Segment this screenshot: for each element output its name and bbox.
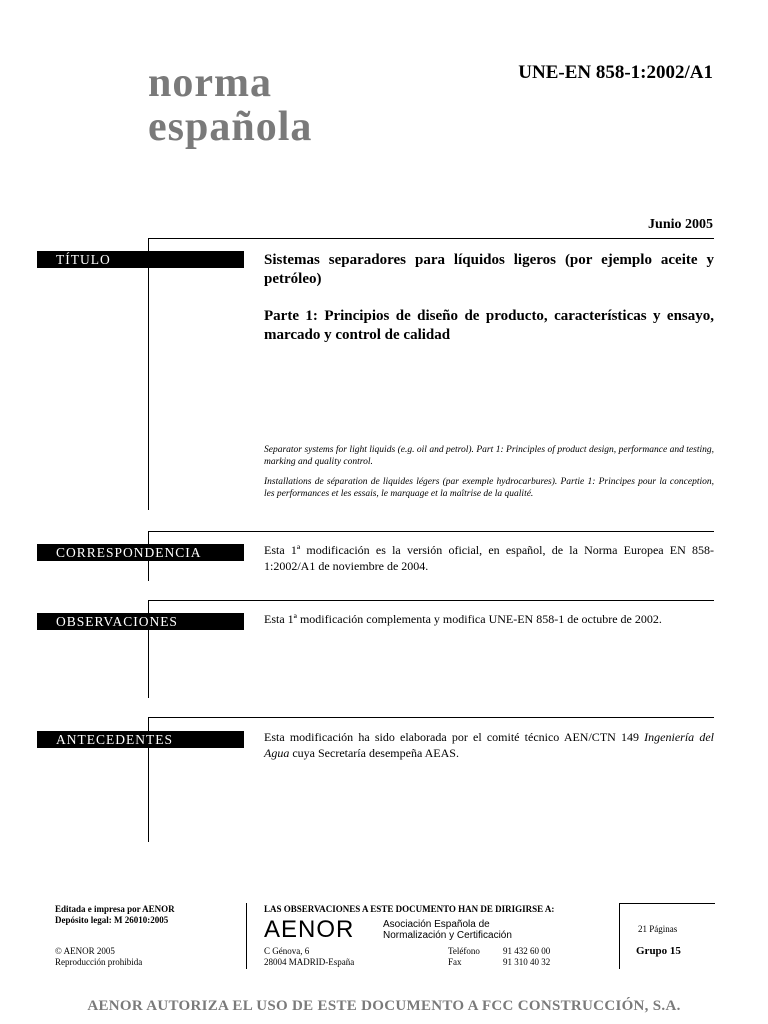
authorization-notice: AENOR AUTORIZA EL USO DE ESTE DOCUMENTO A FCC CONSTRUCCIÓN, S.A. [87,998,681,1014]
reproduction-notice: Reproducción prohibida [55,957,143,967]
antecedentes-text-before: Esta modificación ha sido elaborada por el comité técnico AEN/CTN 149 [264,730,645,744]
antecedentes-text-after: cuya Secretaría desempeña AEAS. [289,746,459,760]
footer-pages-rule [619,903,715,904]
correspondencia-text: Esta 1ª modificación es la versión oficial, en español, de la Norma Europea EN 858-1:2002/A1 de noviembre de 2004. [264,543,714,573]
footer-divider-right [619,903,620,969]
brand-norma: norma [148,60,272,106]
address-street: C Génova, 6 [264,946,310,956]
section-label-correspondencia: CORRESPONDENCIA [37,544,244,561]
aenor-logo: AENOR [264,916,355,943]
org-name-line2: Normalización y Certificación [383,930,512,941]
org-name-line1: Asociación Española de [383,919,490,930]
group-number: Grupo 15 [636,945,681,957]
antecedentes-text [264,729,714,761]
title-spanish: Sistemas separadores para líquidos ligeros (por ejemplo aceite y petróleo) [264,252,714,287]
copyright: © AENOR 2005 [55,946,115,956]
legal-deposit: Depósito legal: M 26010:2005 [55,915,169,925]
publication-date: Junio 2005 [648,217,713,232]
fax-number: 91 310 40 32 [503,957,551,967]
section-label-observaciones: OBSERVACIONES [37,613,244,630]
title-english: Separator systems for light liquids (e.g. oil and petrol). Part 1: Principles of product design, performance and testing, marking and quality control. [264,445,714,467]
address-city: 28004 MADRID-España [264,957,355,967]
section-label-titulo: TÍTULO [37,251,244,268]
page-count: 21 Páginas [638,924,678,934]
divider-antecedentes [148,717,714,718]
phone-label: Teléfono [448,946,480,956]
observations-header: LAS OBSERVACIONES A ESTE DOCUMENTO HAN DE DIRIGIRSE A: [264,904,555,914]
divider-observaciones [148,600,714,601]
org-name [383,919,512,941]
vline-titulo [148,238,149,510]
edited-by: Editada e impresa por AENOR [55,904,175,914]
standard-code: UNE-EN 858-1:2002/A1 [518,62,713,83]
section-label-antecedentes: ANTECEDENTES [37,731,244,748]
antecedentes-committee-name: Ingeniería del Agua [264,730,714,760]
observaciones-text: Esta 1ª modificación complementa y modifica UNE-EN 858-1 de octubre de 2002. [264,612,662,626]
phone-number: 91 432 60 00 [503,946,551,956]
brand-espanola: española [148,104,313,150]
footer-divider-left [246,903,247,969]
divider-titulo [148,238,714,239]
divider-correspondencia [148,531,714,532]
fax-label: Fax [448,957,462,967]
title-part: Parte 1: Principios de diseño de producto, características y ensayo, marcado y control de calidad [264,308,714,343]
title-french: Installations de séparation de liquides légers (par exemple hydrocarbures). Partie 1: Principes pour la conception, les performances et les essais, le marquage et la maîtrise de la qualité. [264,477,714,499]
